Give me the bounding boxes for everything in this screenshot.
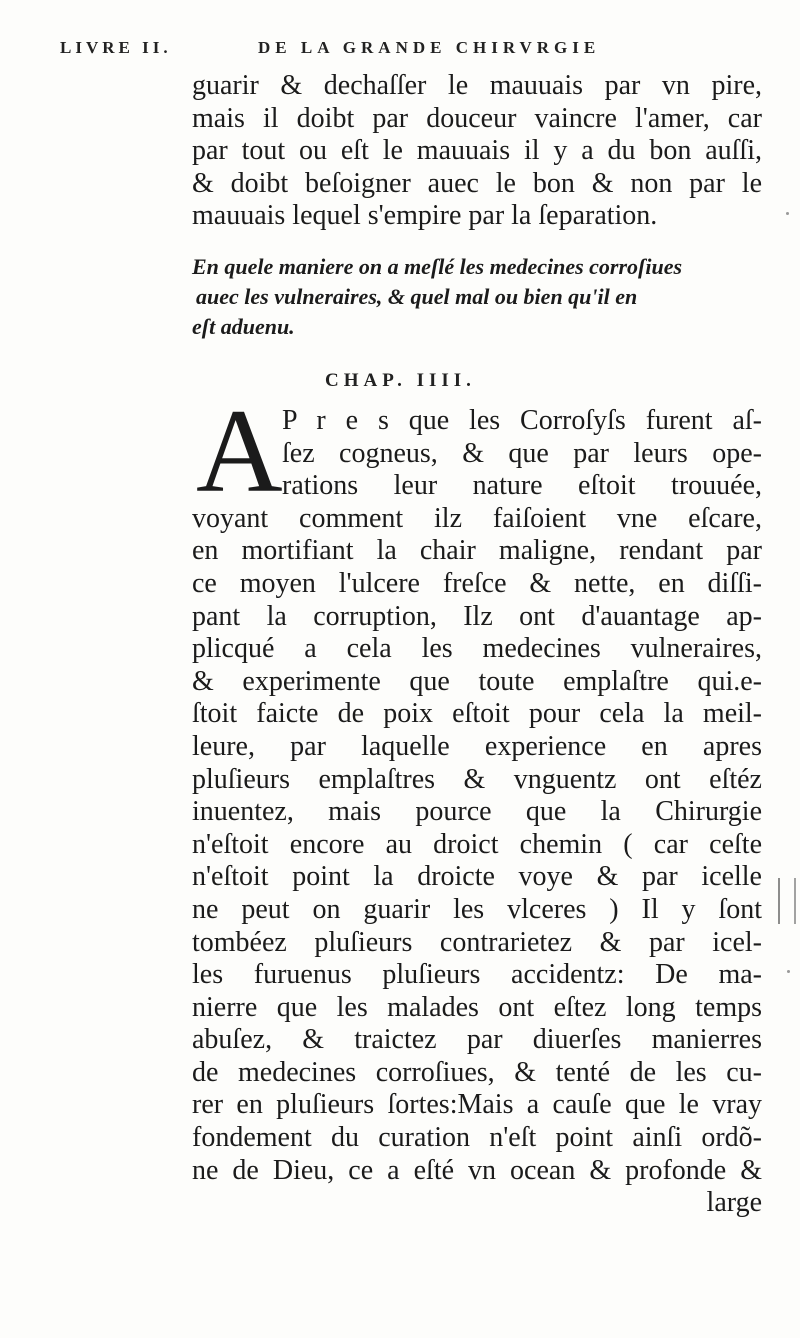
text-line: ſez cogneus, & que par leurs ope- [282, 437, 762, 469]
text-line: en mortifiant la chair maligne, rendant par [192, 535, 762, 567]
text-line: & experimente que toute emplaſtre qui.e- [192, 665, 762, 697]
heading-line: eſt aduenu. [192, 314, 295, 339]
intro-paragraph [192, 70, 762, 233]
page-edge-mark [778, 878, 796, 924]
catchword: large [706, 1187, 762, 1219]
ink-speck [786, 212, 789, 215]
running-head-title: DE LA GRANDE CHIRVRGIE [258, 38, 601, 57]
heading-line: auec les vulneraires, & quel mal ou bien qu'il en [196, 284, 638, 309]
text-line: n'eſtoit encore au droict chemin ( car ceſte [192, 828, 762, 860]
text-line: n'eſtoit point la droicte voye & par icelle [192, 861, 762, 893]
text-line: de medecines corroſiues, & tenté de les cu- [192, 1056, 762, 1088]
text-line: & doibt beſoigner auec le bon & non par le [192, 167, 762, 199]
text-line: P r e s que les Corroſyſs furent aſ- [282, 405, 762, 436]
text-line: voyant comment ilz faiſoient vne eſcare, [192, 502, 762, 534]
text-line: nierre que les malades ont eſtez long temps [192, 991, 762, 1023]
text-line: fondement du curation n'eſt point ainſi ordõ- [192, 1122, 762, 1154]
text-line: mais il doibt par douceur vaincre l'amer, car [192, 102, 762, 134]
text-line: abuſez, & traictez par diuerſes manierres [192, 1024, 762, 1056]
text-line: ne de Dieu, ce a eſté vn ocean & profonde & [192, 1154, 762, 1186]
text-line: leure, par laquelle experience en apres [192, 730, 762, 762]
text-line: rer en pluſieurs ſortes:Mais a cauſe que le vray [192, 1089, 762, 1121]
ink-speck [787, 970, 790, 973]
text-line: guarir & dechaſſer le mauuais par vn pire, [192, 70, 762, 101]
heading-line: En quele maniere on a meſlé les medecines corroſiues [192, 254, 683, 279]
text-line: plicqué a cela les medecines vulneraires, [192, 633, 762, 665]
chapter-heading [192, 252, 762, 342]
drop-cap: A [196, 384, 283, 517]
text-line: ce moyen l'ulcere freſce & nette, en diſſi- [192, 567, 762, 599]
text-line: les furuenus pluſieurs accidentz: De ma- [192, 959, 762, 991]
text-line: ne peut on guarir les vlceres ) Il y ſont [192, 893, 762, 925]
chapter-label: CHAP. IIII. [325, 370, 476, 391]
text-line: inuentez, mais pource que la Chirurgie [192, 796, 762, 828]
text-line: pant la corruption, Ilz ont d'auantage ap- [192, 600, 762, 632]
text-line: tombéez pluſieurs contrarietez & par icel- [192, 926, 762, 958]
running-head [60, 38, 760, 62]
text-line: mauuais lequel s'empire par la ſeparation. [192, 200, 658, 231]
chapter-paragraph [192, 405, 762, 1220]
text-line: par tout ou eſt le mauuais il y a du bon auſſi, [192, 135, 762, 166]
text-line: pluſieurs emplaſtres & vnguentz ont eſtéz [192, 763, 762, 795]
text-line: rations leur nature eſtoit trouuée, [282, 470, 762, 502]
running-head-book: LIVRE II. [60, 38, 172, 57]
text-line: ſtoit faicte de poix eſtoit pour cela la meil- [192, 698, 762, 730]
